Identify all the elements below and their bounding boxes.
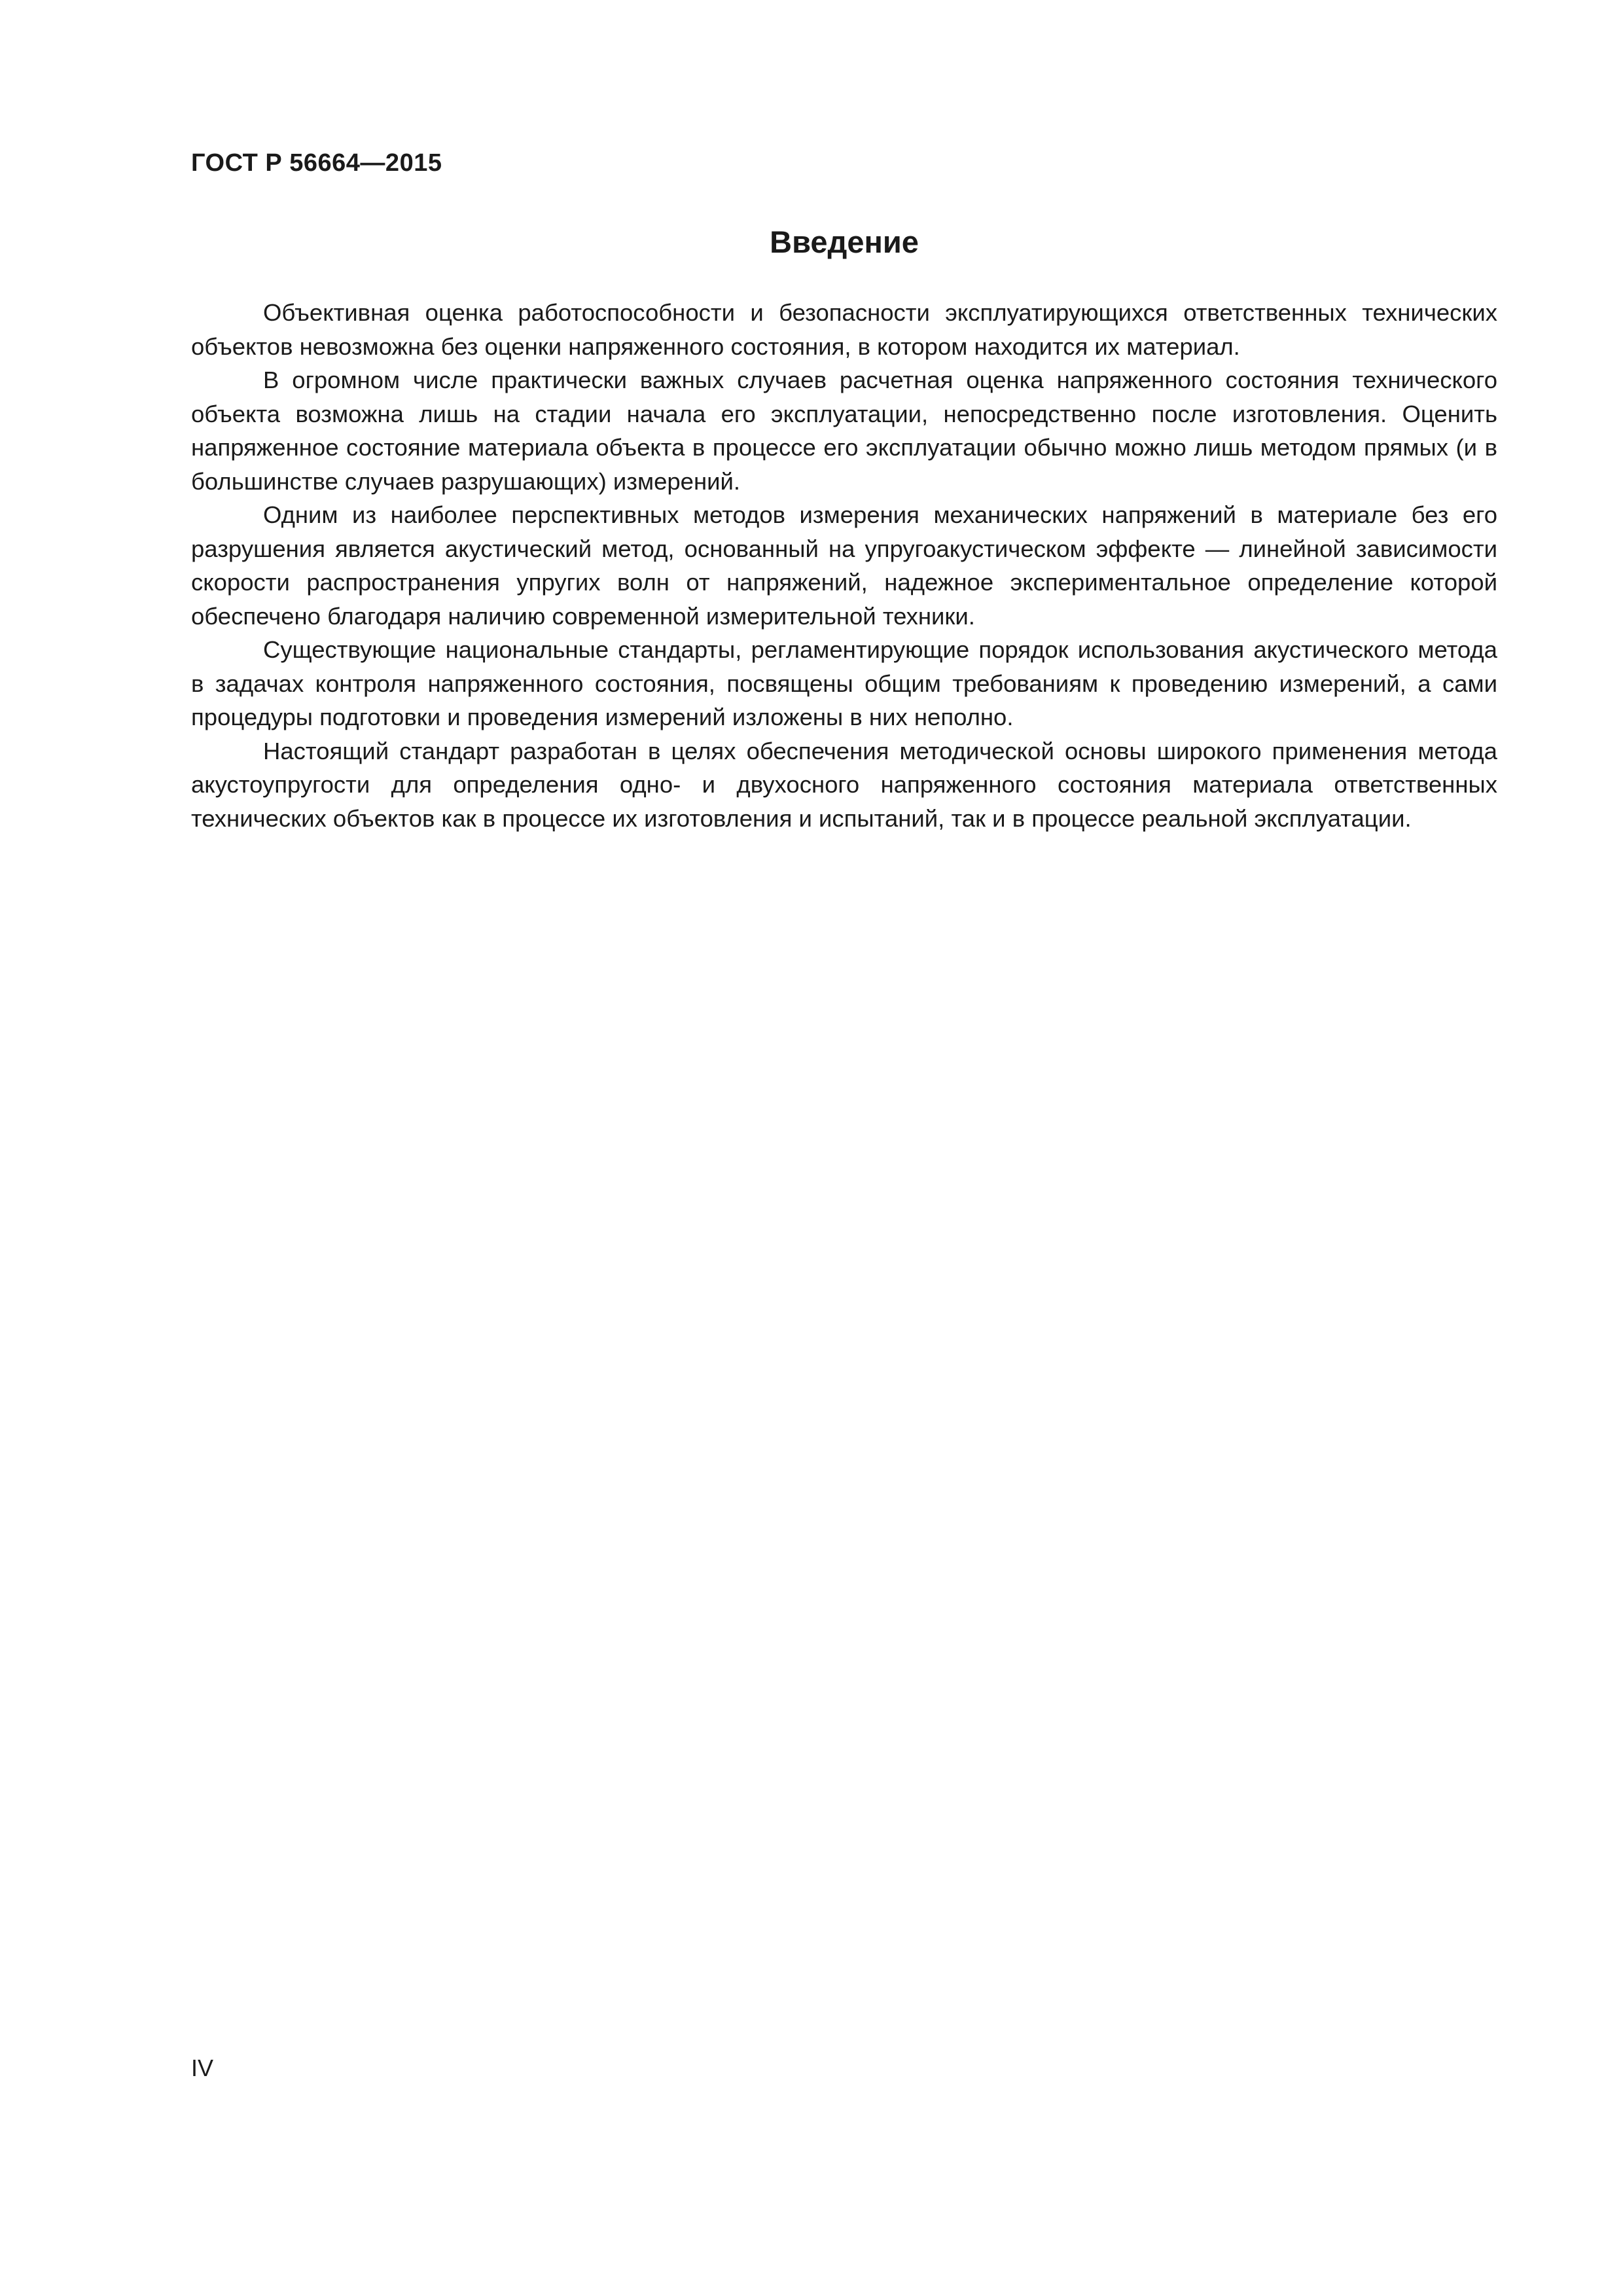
introduction-body xyxy=(191,296,1497,835)
section-title: Введение xyxy=(770,224,919,259)
paragraph: Существующие национальные стандарты, регламентирующие порядок использования акустического метода в задачах контроля напряженного состояния, посвящены общим требованиям к проведению измерений, а сами процедуры подготовки и проведения измерений изложены в них неполно. xyxy=(191,636,1497,730)
paragraph: Настоящий стандарт разработан в целях обеспечения методической основы широкого применения метода акустоупругости для определения одно- и двухосного напряженного состояния материала ответственных технических объектов как в процессе их изготовления и испытаний, так и в процессе реальной эксплуатации. xyxy=(191,737,1497,832)
paragraph: Одним из наиболее перспективных методов измерения механических напряжений в материале без его разрушения является акустический метод, основанный на упругоакустическом эффекте — линейной зависимости скорости распространения упругих волн от напряжений, надежное экспериментальное определение которой обеспечено благодаря наличию современной измерительной техники. xyxy=(191,501,1497,630)
standard-id-header: ГОСТ Р 56664—2015 xyxy=(191,149,442,177)
paragraph: В огромном числе практически важных случаев расчетная оценка напряженного состояния технического объекта возможна лишь на стадии начала его эксплуатации, непосредственно после изготовления. Оценить напряженное состояние материала объекта в процессе его эксплуатации обычно можно лишь методом прямых (и в большинстве случаев разрушающих) измерений. xyxy=(191,367,1497,495)
paragraph: Объективная оценка работоспособности и безопасности эксплуатирующихся ответственных технических объектов невозможна без оценки напряженного состояния, в котором находится их материал. xyxy=(191,299,1497,360)
page-number: IV xyxy=(191,2054,214,2081)
